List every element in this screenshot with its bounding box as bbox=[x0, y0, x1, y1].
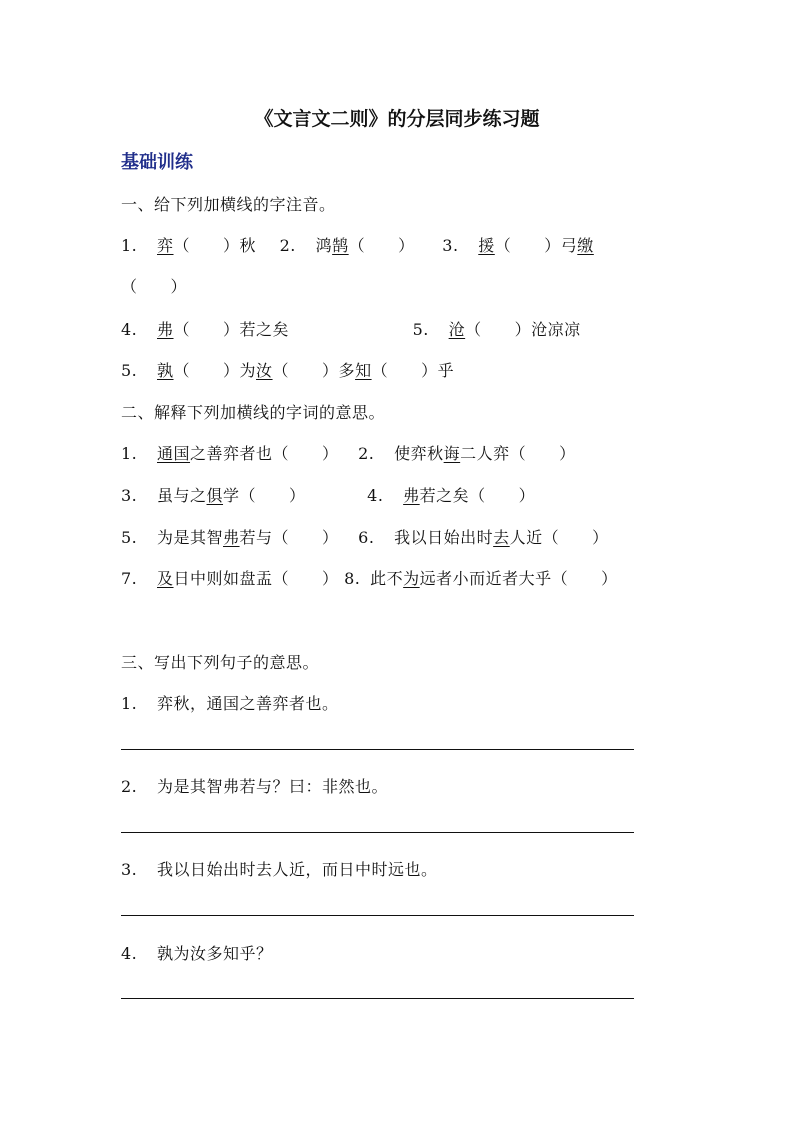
underlined-word: 俱 bbox=[206, 486, 224, 505]
underlined-word: 及 bbox=[157, 569, 174, 588]
item-number: 2. bbox=[121, 777, 138, 796]
s1-line-1-cont: （ ） bbox=[121, 277, 188, 296]
underlined-char: 知 bbox=[355, 361, 372, 380]
phrase: 远者小而近者大乎（ ） bbox=[419, 569, 618, 588]
sentence: 为是其智弗若与？曰：非然也。 bbox=[157, 777, 389, 796]
sentence: 孰为汝多知乎？ bbox=[157, 944, 273, 963]
item-number: 3. bbox=[121, 486, 138, 505]
item-number: 5. bbox=[412, 320, 429, 339]
underlined-char: 沧 bbox=[448, 320, 466, 339]
blank-text: （ ）秋 bbox=[173, 236, 257, 255]
item-number: 4. bbox=[121, 944, 138, 963]
underlined-word: 为 bbox=[403, 569, 420, 588]
s3-item-2 bbox=[121, 774, 388, 797]
item-number: 1. bbox=[121, 694, 138, 713]
sentence: 我以日始出时去人近，而日中时远也。 bbox=[157, 860, 438, 879]
item-number: 2. bbox=[279, 236, 296, 255]
answer-line[interactable] bbox=[121, 915, 634, 916]
blank-text: （ ）乎 bbox=[371, 361, 455, 380]
phrase: 若之矣（ ） bbox=[419, 486, 536, 505]
blank-text: （ ）弓 bbox=[494, 236, 578, 255]
phrase: 人近（ ） bbox=[509, 528, 609, 547]
underlined-char: 孰 bbox=[157, 361, 174, 380]
item-number: 2. bbox=[358, 444, 375, 463]
item-number: 1. bbox=[121, 236, 138, 255]
item-number: 4. bbox=[121, 320, 138, 339]
answer-line[interactable] bbox=[121, 832, 634, 833]
item-number: 6. bbox=[358, 528, 375, 547]
underlined-word: 去 bbox=[493, 528, 510, 547]
item-number: 4. bbox=[367, 486, 384, 505]
phrase: 若与（ ） bbox=[239, 528, 339, 547]
underlined-char: 弈 bbox=[157, 236, 174, 255]
item-number: 7. bbox=[121, 569, 138, 588]
phrase: 二人弈（ ） bbox=[460, 444, 576, 463]
answer-line[interactable] bbox=[121, 998, 634, 999]
underlined-word: 诲 bbox=[443, 444, 461, 463]
s1-line-1 bbox=[121, 233, 594, 256]
s3-item-4 bbox=[121, 941, 273, 964]
item-number: 5. bbox=[121, 528, 138, 547]
page-title: 《文言文二则》的分层同步练习题 bbox=[254, 108, 540, 130]
phrase: 此不 bbox=[370, 569, 404, 588]
phrase: 学（ ） bbox=[223, 486, 306, 505]
section2-heading: 二、解释下列加横线的字词的意思。 bbox=[121, 403, 386, 422]
blank-text: （ ）若之矣 bbox=[173, 320, 290, 339]
plain-char: 鸿 bbox=[315, 236, 333, 255]
blank-text: （ ）为 bbox=[173, 361, 257, 380]
item-number: 8. bbox=[344, 569, 361, 588]
underlined-word: 弗 bbox=[403, 486, 420, 505]
phrase: 为是其智 bbox=[157, 528, 224, 547]
blank-text: （ ）沧凉凉 bbox=[465, 320, 581, 339]
s3-item-3 bbox=[121, 857, 438, 880]
s3-item-1 bbox=[121, 691, 339, 714]
phrase: 之善弈者也（ ） bbox=[190, 444, 339, 463]
s2-row-2 bbox=[121, 483, 535, 506]
section3-heading: 三、写出下列句子的意思。 bbox=[121, 653, 320, 672]
s2-row-1 bbox=[121, 441, 576, 464]
underlined-char: 鹄 bbox=[332, 236, 349, 255]
underlined-char: 弗 bbox=[157, 320, 174, 339]
s2-row-3 bbox=[121, 525, 609, 548]
underlined-char: 缴 bbox=[577, 236, 594, 255]
item-number: 3. bbox=[442, 236, 459, 255]
phrase: 使弈秋 bbox=[394, 444, 444, 463]
phrase: 日中则如盘盂（ ） bbox=[173, 569, 339, 588]
underlined-word: 通国 bbox=[157, 444, 191, 463]
section1-heading: 一、给下列加横线的字注音。 bbox=[121, 195, 336, 214]
phrase: 虽与之 bbox=[157, 486, 207, 505]
answer-line[interactable] bbox=[121, 749, 634, 750]
s1-line-2 bbox=[121, 317, 581, 340]
s1-line-3 bbox=[121, 358, 454, 381]
underlined-char: 援 bbox=[478, 236, 495, 255]
sentence: 弈秋，通国之善弈者也。 bbox=[157, 694, 339, 713]
item-number: 5. bbox=[121, 361, 138, 380]
underlined-char: 汝 bbox=[256, 361, 273, 380]
item-number: 3. bbox=[121, 860, 138, 879]
blank-text: （ ）多 bbox=[272, 361, 356, 380]
phrase: 我以日始出时 bbox=[394, 528, 494, 547]
s2-row-4 bbox=[121, 566, 618, 589]
section-subtitle: 基础训练 bbox=[121, 152, 193, 173]
underlined-word: 弗 bbox=[223, 528, 240, 547]
blank-text: （ ） bbox=[348, 236, 415, 255]
item-number: 1. bbox=[121, 444, 138, 463]
